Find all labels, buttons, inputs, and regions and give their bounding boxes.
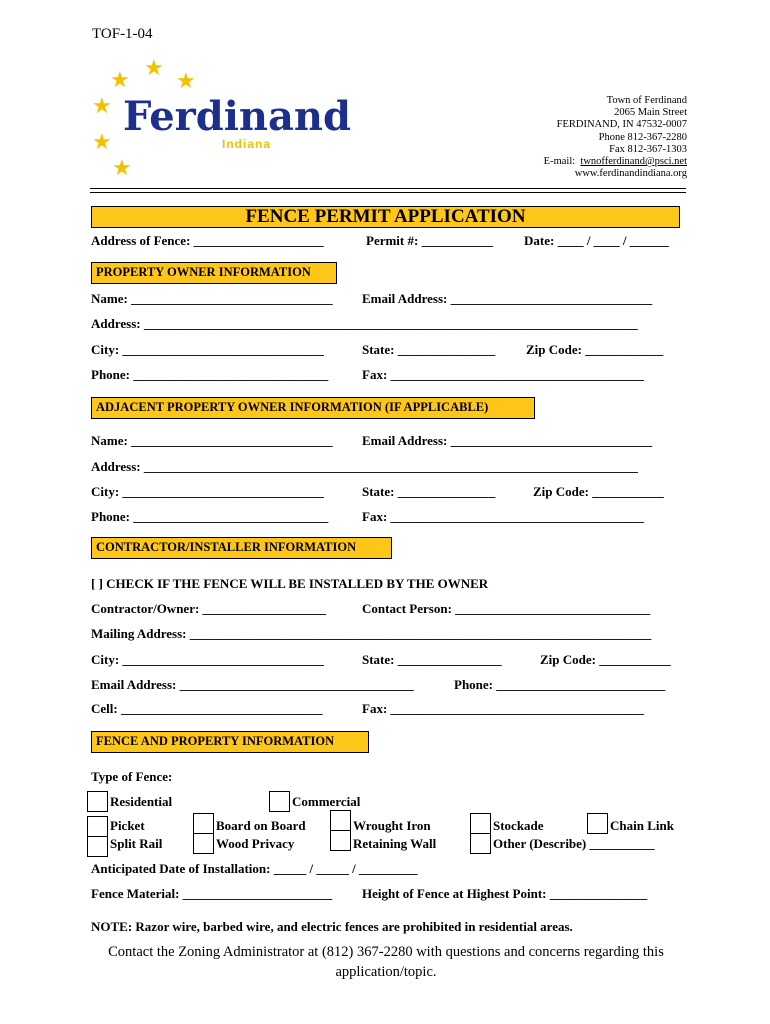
contact-text: Contact the Zoning Administrator at (812) 367-2280 with questions and concerns regarding this application/topic.	[108, 944, 664, 980]
contractor-fax-field[interactable]: Fax: _______________________________________	[362, 701, 645, 716]
town-line: Phone 812-367-2280	[598, 131, 687, 143]
owner-zip-field[interactable]: Zip Code: ____________	[526, 342, 664, 357]
chain-link-checkbox[interactable]	[587, 813, 608, 834]
document-id: TOF-1-04	[92, 26, 153, 42]
town-website: www.ferdinandindiana.org	[574, 168, 687, 180]
other-describe-field[interactable]: Other (Describe) __________	[493, 836, 655, 851]
form-title: FENCE PERMIT APPLICATION	[91, 206, 680, 228]
permit-number-field[interactable]: Permit #: ___________	[366, 233, 494, 248]
picket-label: Picket	[110, 818, 145, 833]
chain-link-label: Chain Link	[610, 818, 674, 833]
retaining-wall-checkbox[interactable]	[330, 830, 351, 851]
owner-state-field[interactable]: State: _______________	[362, 342, 496, 357]
owner-install-checkbox[interactable]: [ ] CHECK IF THE FENCE WILL BE INSTALLED BY THE OWNER	[91, 576, 489, 591]
owner-name-field[interactable]: Name: _______________________________	[91, 291, 333, 306]
town-email-link[interactable]: twnofferdinand@psci.net	[580, 156, 687, 168]
install-date-field[interactable]: Anticipated Date of Installation: _____ / _____ / _________	[91, 861, 418, 876]
ferdinand-logo	[88, 55, 351, 185]
commercial-checkbox[interactable]	[269, 791, 290, 812]
contractor-state-field[interactable]: State: ________________	[362, 652, 502, 667]
owner-address-field[interactable]: Address: ____________________________________________________________________________	[91, 316, 638, 331]
town-email-line	[544, 156, 687, 168]
board-on-board-label: Board on Board	[216, 818, 306, 833]
town-address-block	[544, 95, 687, 180]
residential-checkbox[interactable]	[87, 791, 108, 812]
owner-phone-field[interactable]: Phone: ______________________________	[91, 367, 329, 382]
star-icon: ★	[92, 93, 112, 118]
retaining-wall-label: Retaining Wall	[353, 836, 437, 851]
adjacent-email-field[interactable]: Email Address: _______________________________	[362, 433, 653, 448]
email-label: E-mail:	[543, 156, 576, 168]
picket-checkbox[interactable]	[87, 816, 108, 837]
star-icon: ★	[112, 155, 132, 180]
town-line: Town of Ferdinand	[606, 95, 687, 106]
stockade-label: Stockade	[493, 818, 544, 833]
star-icon: ★	[176, 68, 196, 93]
adjacent-name-field[interactable]: Name: _______________________________	[91, 433, 333, 448]
wood-privacy-checkbox[interactable]	[193, 833, 214, 854]
residential-label: Residential	[110, 794, 173, 809]
section-property-owner: PROPERTY OWNER INFORMATION	[91, 262, 337, 284]
section-contractor: CONTRACTOR/INSTALLER INFORMATION	[91, 537, 392, 559]
adjacent-phone-field[interactable]: Phone: ______________________________	[91, 509, 329, 524]
town-line: 2065 Main Street	[614, 107, 687, 119]
town-line: Fax 812-367-1303	[609, 143, 687, 155]
section-adjacent-owner: ADJACENT PROPERTY OWNER INFORMATION (IF APPLICABLE)	[91, 397, 535, 419]
board-on-board-checkbox[interactable]	[193, 813, 214, 834]
contractor-email-field[interactable]: Email Address: ____________________________________	[91, 677, 414, 692]
owner-city-field[interactable]: City: _______________________________	[91, 342, 324, 357]
adjacent-city-field[interactable]: City: _______________________________	[91, 484, 324, 499]
star-icon: ★	[92, 129, 112, 154]
mailing-address-field[interactable]: Mailing Address: _______________________________________________________________________	[91, 626, 652, 641]
contractor-zip-field[interactable]: Zip Code: ___________	[540, 652, 671, 667]
wood-privacy-label: Wood Privacy	[216, 836, 295, 851]
type-of-fence-label: Type of Fence:	[91, 769, 173, 784]
commercial-label: Commercial	[292, 794, 361, 809]
adjacent-fax-field[interactable]: Fax: _______________________________________	[362, 509, 645, 524]
star-icon: ★	[110, 67, 130, 92]
adjacent-address-field[interactable]: Address: ____________________________________________________________________________	[91, 459, 638, 474]
split-rail-label: Split Rail	[110, 836, 163, 851]
logo-state: Indiana	[222, 137, 272, 151]
owner-fax-field[interactable]: Fax: _______________________________________	[362, 367, 645, 382]
contractor-phone-field[interactable]: Phone: __________________________	[454, 677, 666, 692]
header-rule	[90, 188, 686, 189]
town-line: FERDINAND, IN 47532-0007	[556, 119, 687, 131]
fence-height-field[interactable]: Height of Fence at Highest Point: _______________	[362, 886, 648, 901]
contact-person-field[interactable]: Contact Person: ______________________________	[362, 601, 651, 616]
contractor-city-field[interactable]: City: _______________________________	[91, 652, 324, 667]
address-of-fence-field[interactable]: Address of Fence: ____________________	[91, 233, 324, 248]
contractor-owner-field[interactable]: Contractor/Owner: ___________________	[91, 601, 327, 616]
adjacent-zip-field[interactable]: Zip Code: ___________	[533, 484, 664, 499]
section-fence-info: FENCE AND PROPERTY INFORMATION	[91, 731, 369, 753]
star-icon: ★	[144, 55, 164, 80]
wrought-iron-checkbox[interactable]	[330, 810, 351, 831]
stockade-checkbox[interactable]	[470, 813, 491, 834]
date-field[interactable]: Date: ____ / ____ / ______	[524, 233, 669, 248]
split-rail-checkbox[interactable]	[87, 836, 108, 857]
logo-wordmark: Ferdinand	[123, 93, 351, 140]
adjacent-state-field[interactable]: State: _______________	[362, 484, 496, 499]
owner-email-field[interactable]: Email Address: _______________________________	[362, 291, 653, 306]
prohibition-note: NOTE: Razor wire, barbed wire, and electric fences are prohibited in residential areas.	[91, 919, 573, 934]
header-rule	[90, 192, 686, 193]
wrought-iron-label: Wrought Iron	[353, 818, 431, 833]
fence-material-field[interactable]: Fence Material: _______________________	[91, 886, 333, 901]
other-checkbox[interactable]	[470, 833, 491, 854]
contractor-cell-field[interactable]: Cell: _______________________________	[91, 701, 323, 716]
